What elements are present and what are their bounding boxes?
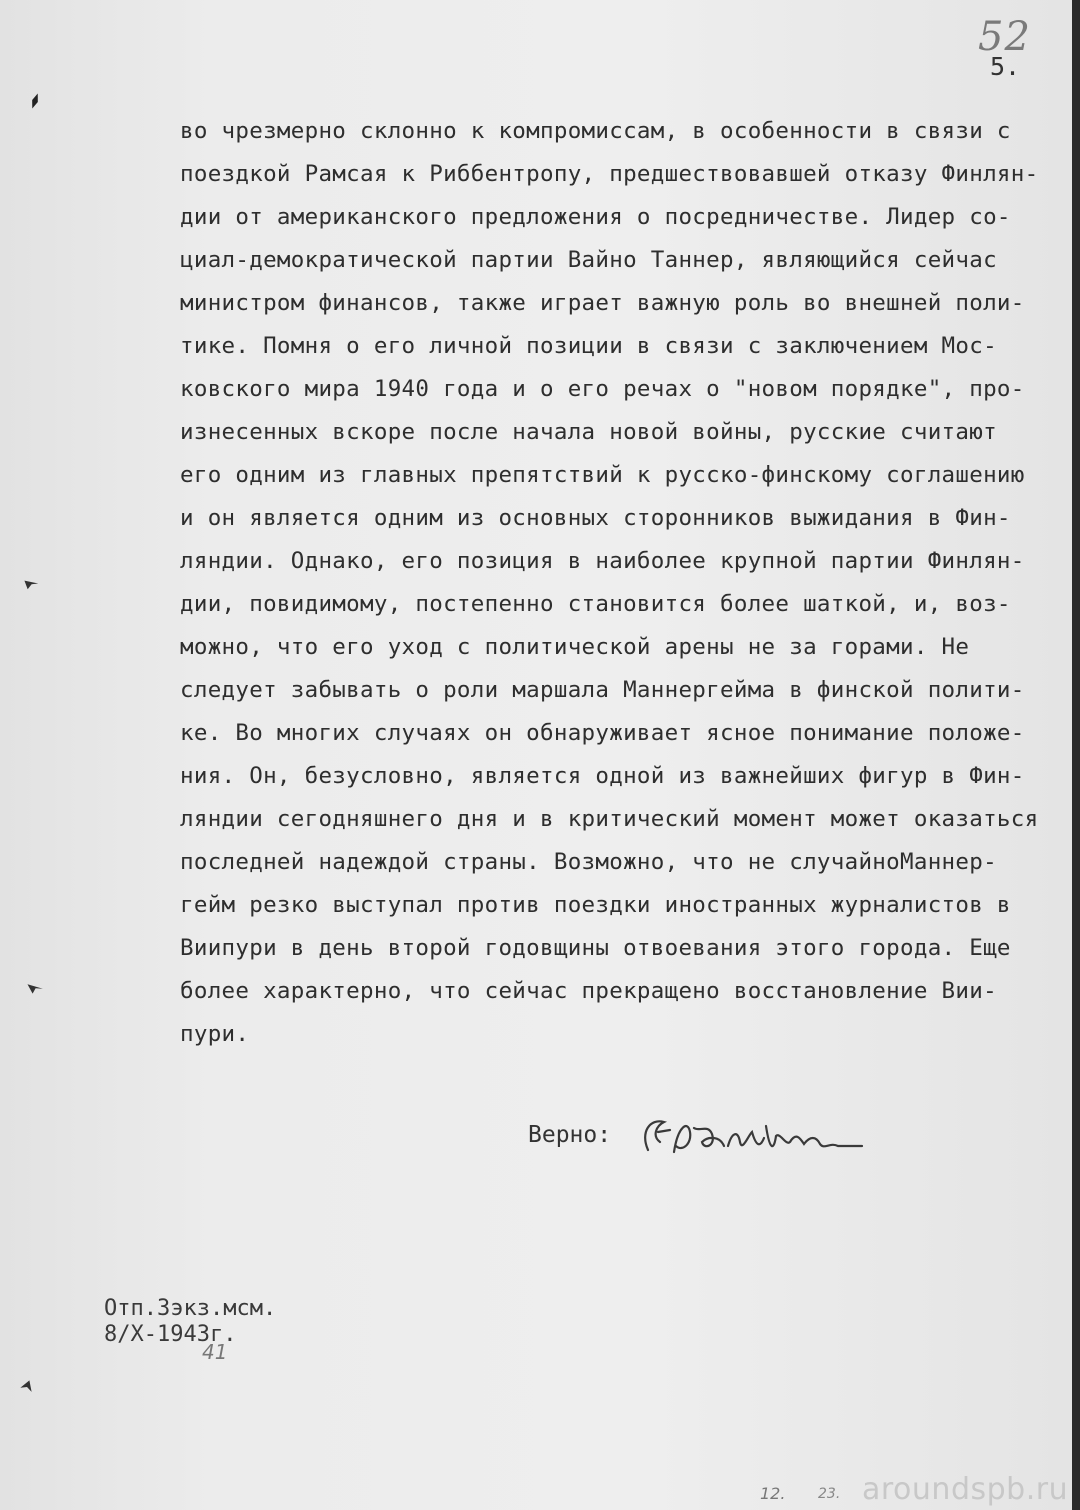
text-line: пури. <box>180 1021 250 1047</box>
pin-mark-icon <box>23 975 46 998</box>
dispatch-date: 8/X-1943г. <box>104 1322 237 1347</box>
text-line: ляндии сегодняшнего дня и в критический момент может оказаться <box>180 806 1039 832</box>
text-line: следует забывать о роли маршала Маннергейма в финской полити- <box>180 677 1025 703</box>
text-line: ния. Он, безусловно, является одной из важнейших фигур в Фин- <box>180 763 1025 789</box>
text-line: циал-демократической партии Вайно Таннер, являющийся сейчас <box>180 247 997 273</box>
text-line: ке. Во многих случаях он обнаруживает ясное понимание положе- <box>180 720 1025 746</box>
text-line: его одним из главных препятствий к русско-финскому соглашению <box>180 462 1025 488</box>
archive-folio-number: 52 <box>978 14 1031 60</box>
text-line: во чрезмерно склонно к компромиссам, в особенности в связи с <box>180 118 1011 144</box>
scan-edge <box>1072 0 1080 1510</box>
registry-number: 41 <box>202 1340 228 1364</box>
pin-mark-icon <box>23 89 46 112</box>
dispatch-note <box>104 1296 276 1348</box>
attestation-label: Верно: <box>528 1122 612 1148</box>
body-text <box>180 110 1070 1056</box>
text-line: тике. Помня о его личной позиции в связи с заключением Мос- <box>180 333 997 359</box>
text-line: последней надеждой страны. Возможно, что не случайноМаннер- <box>180 849 997 875</box>
text-line: министром финансов, также играет важную роль во внешней поли- <box>180 290 1025 316</box>
text-line: поездкой Рамсая к Риббентропу, предшествовавшей отказу Финлян- <box>180 161 1039 187</box>
text-line: дии, повидимому, постепенно становится более шаткой, и, воз- <box>180 591 1011 617</box>
text-line: Виипури в день второй годовщины отвоевания этого города. Еще <box>180 935 1011 961</box>
text-line: можно, что его уход с политической арены не за горами. Не <box>180 634 970 660</box>
folio-mark: 23. <box>818 1486 841 1502</box>
text-line: изнесенных вскоре после начала новой войны, русские считают <box>180 419 997 445</box>
pin-mark-icon <box>15 1375 38 1398</box>
dispatch-copies: Отп.3экз.мсм. <box>104 1296 277 1321</box>
handwritten-signature <box>630 1102 870 1172</box>
text-line: ляндии. Однако, его позиция в наиболее крупной партии Финлян- <box>180 548 1025 574</box>
text-line: гейм резко выступал против поездки иностранных журналистов в <box>180 892 1011 918</box>
folio-mark: 12. <box>760 1484 786 1503</box>
page-number: 5. <box>990 52 1021 81</box>
text-line: дии от американского предложения о посредничестве. Лидер со- <box>180 204 1011 230</box>
watermark: aroundspb.ru <box>862 1472 1069 1507</box>
text-line: ковского мира 1940 года и о его речах о "новом порядке", про- <box>180 376 1025 402</box>
text-line: более характерно, что сейчас прекращено восстановление Вии- <box>180 978 997 1004</box>
text-line: и он является одним из основных сторонников выжидания в Фин- <box>180 505 1011 531</box>
pin-mark-icon <box>19 571 42 594</box>
